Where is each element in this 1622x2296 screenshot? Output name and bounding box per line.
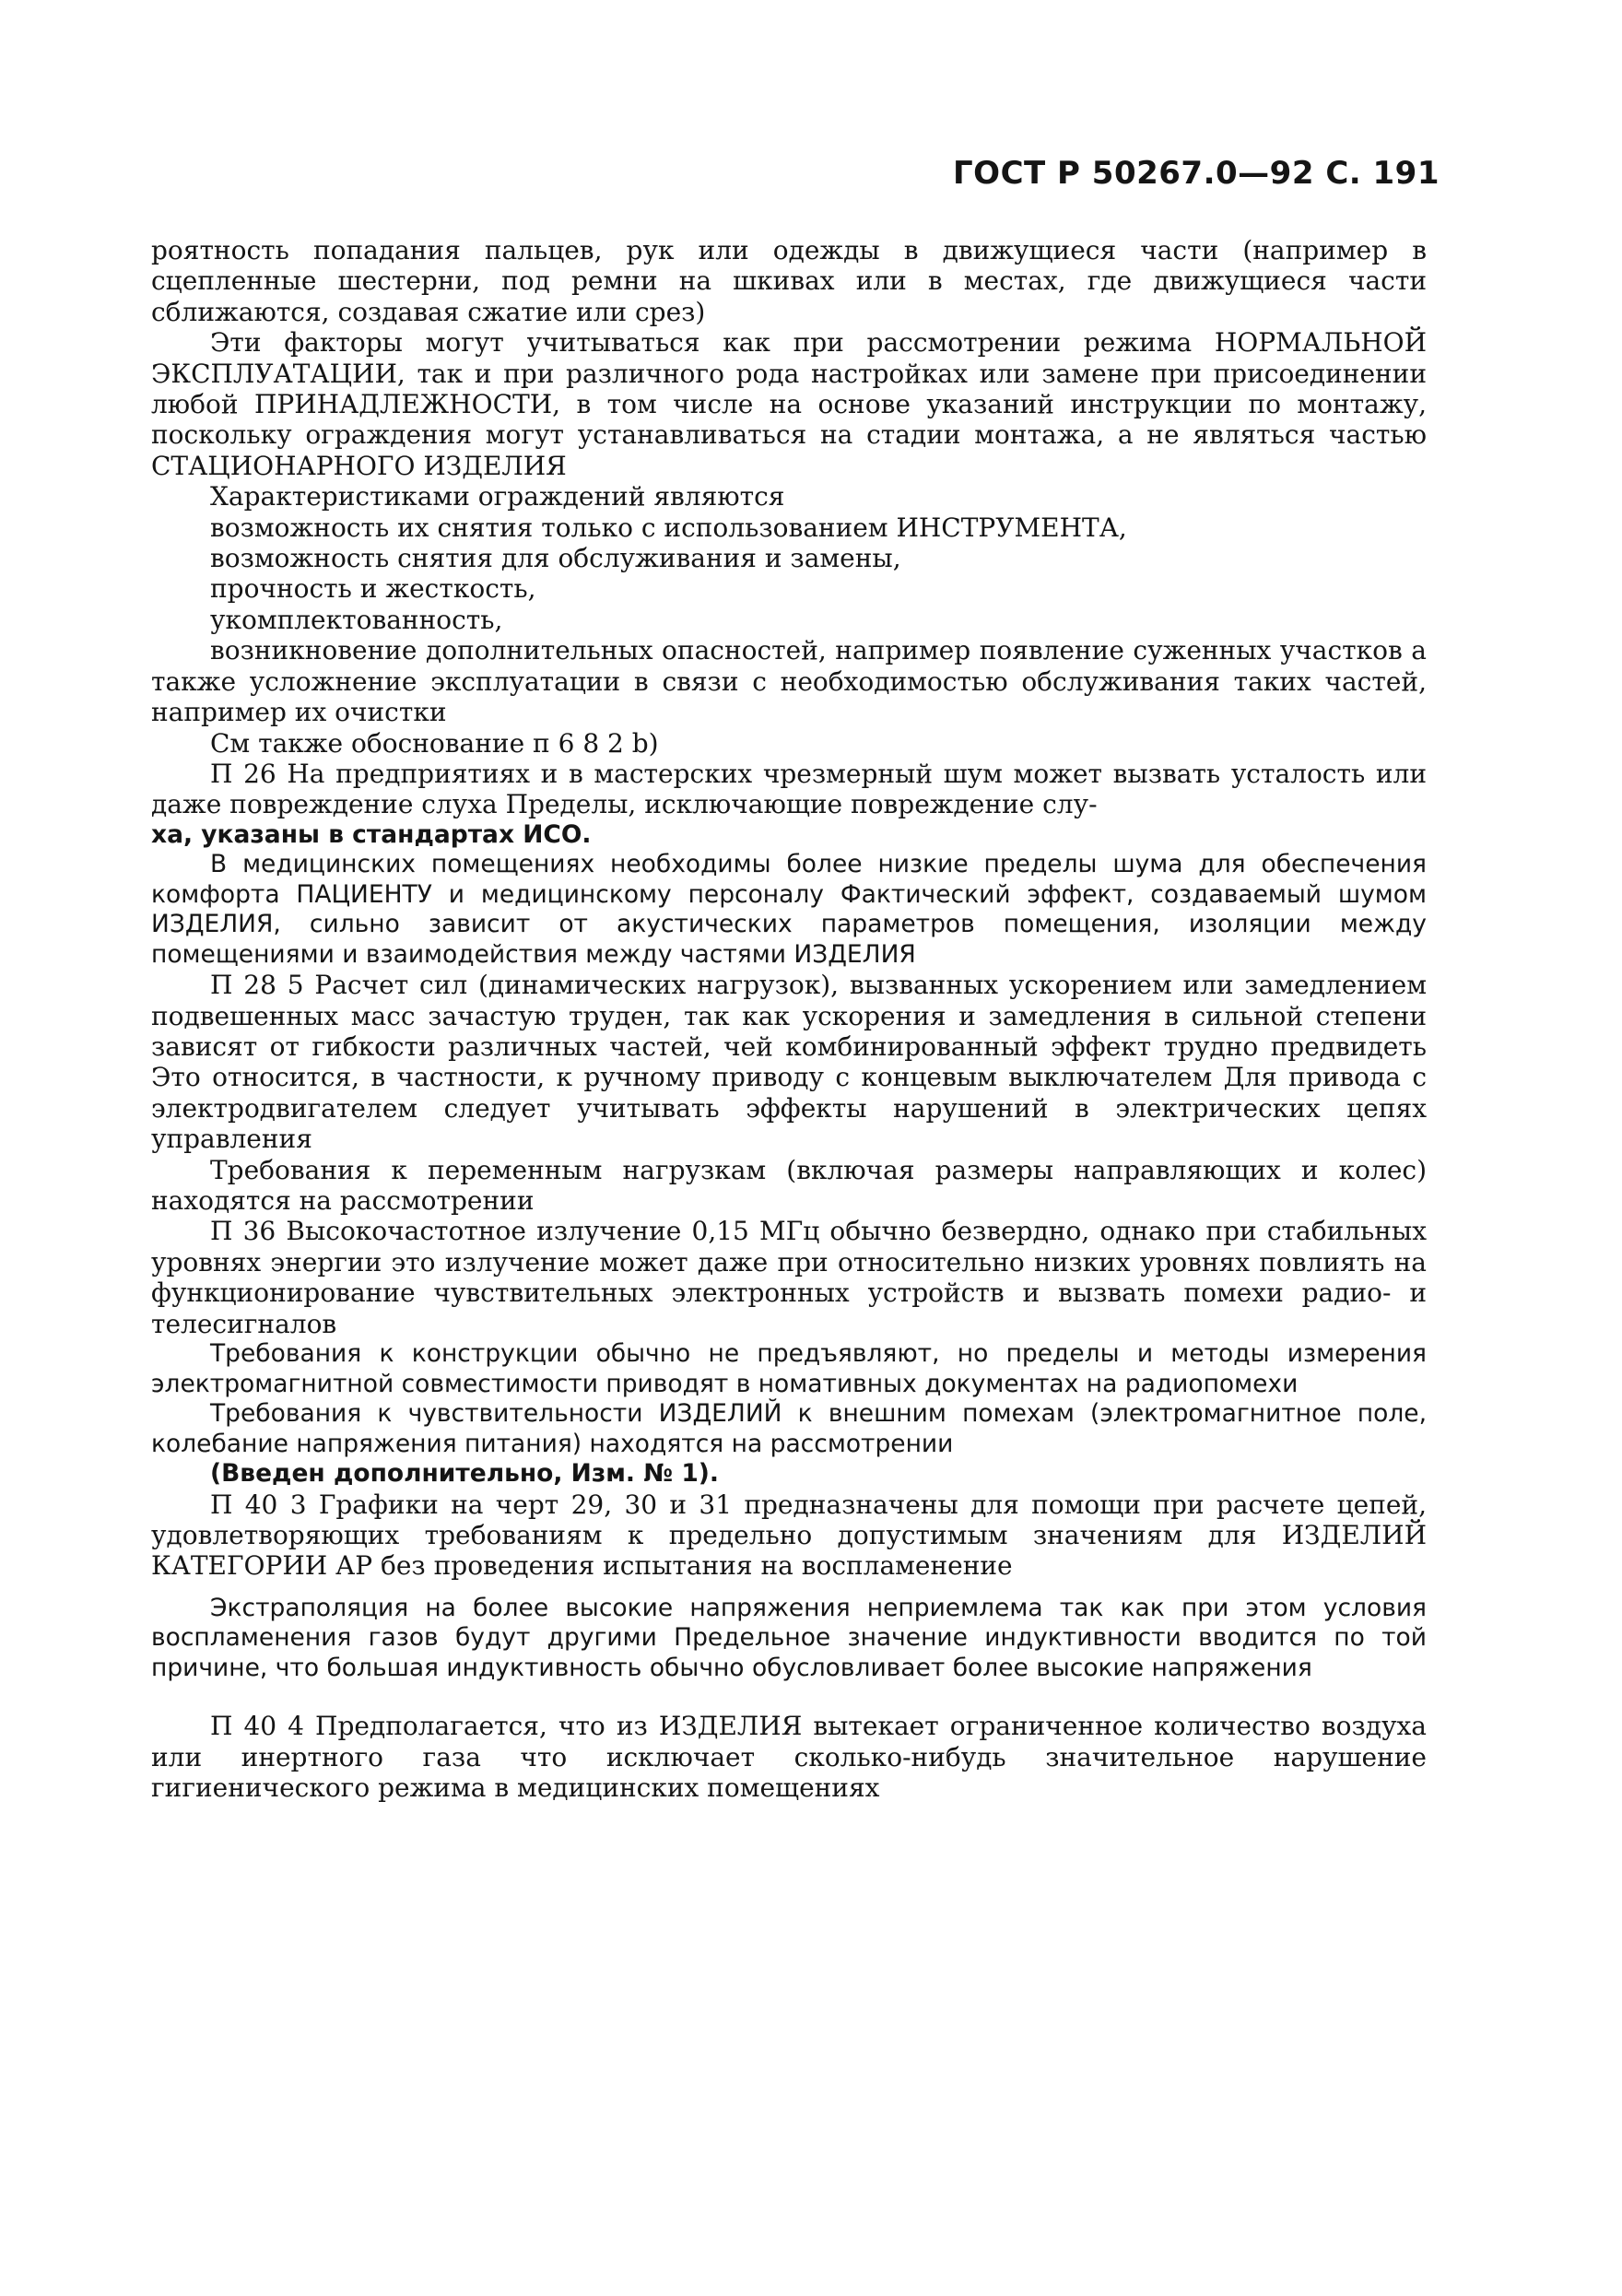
list-item: укомплектованность, — [210, 604, 503, 635]
paragraph: Характеристиками ограждений являются — [210, 481, 785, 512]
list-item: возможность их снятия только с использованием ИНСТРУМЕНТА, — [210, 512, 1127, 543]
paragraph: В медицинских помещениях необходимы более низкие пределы шума для обеспечения комфорта ПАЦИЕНТУ и медицинскому персоналу Фактический эффект, создаваемый шумом ИЗДЕЛИЯ, сильно зависит от акустических параметров помещения, изоляции между помещениями и взаимодействия между частями ИЗДЕЛИЯ — [151, 850, 1427, 969]
list-item: возможность снятия для обслуживания и замены, — [210, 543, 901, 574]
list-item: возникновение дополнительных опасностей, например появление суженных участков а также усложнение эксплуатации в связи с необходимостью обслуживания таких частей, например их очистки — [151, 635, 1427, 728]
paragraph: Требования к конструкции обычно не предъявляют, но пределы и методы измерения электромагнитной совместимости приводят в номативных документах на радиопомехи — [151, 1339, 1427, 1398]
amendment-note: (Введен дополнительно, Изм. № 1). — [210, 1459, 719, 1489]
paragraph: П 36 Высокочастотное излучение 0,15 МГц обычно безвердно, однако при стабильных уровнях энергии это излучение может даже при относительно низких уровнях повлиять на функционирование чувствительных электронных устройств и вызвать помехи радио- и телесигналов — [151, 1216, 1427, 1339]
document-body — [151, 235, 1427, 1804]
paragraph-bold: ха, указаны в стандартах ИСО. — [151, 819, 592, 849]
paragraph: П 40 3 Графики на черт 29, 30 и 31 предназначены для помощи при расчете цепей, удовлетворяющих требованиям к предельно допустимым значениям для ИЗДЕЛИЙ КАТЕГОРИИ АР без проведения испытания на воспламенение — [151, 1489, 1427, 1582]
paragraph: роятность попадания пальцев, рук или одежды в движущиеся части (например в сцепленные шестерни, под ремни на шкивах или в местах, где движущиеся части сближаются, создавая сжатие или срез) — [151, 235, 1427, 327]
paragraph: Экстраполяция на более высокие напряжения неприемлема так как при этом условия воспламенения газов будут другими Предельное значение индуктивности вводится по той причине, что большая индуктивность обычно обусловливает более высокие напряжения — [151, 1593, 1427, 1682]
paragraph: П 28 5 Расчет сил (динамических нагрузок), вызванных ускорением или замедлением подвешенных масс зачастую труден, так как ускорения и замедления в сильной степени зависят от гибкости различных частей, чей комбинированный эффект трудно предвидеть Это относится, в частности, к ручному приводу с концевым выключателем Для привода с электродвигателем следует учитывать эффекты нарушений в электрических цепях управления — [151, 970, 1427, 1155]
page-header: ГОСТ Р 50267.0—92 С. 191 — [953, 155, 1440, 192]
list-item: прочность и жесткость, — [210, 573, 536, 605]
paragraph: Эти факторы могут учитываться как при рассмотрении режима НОРМАЛЬНОЙ ЭКСПЛУАТАЦИИ, так и при различного рода настройках или замене при присоединении любой ПРИНАДЛЕЖНОСТИ, в том числе на основе указаний инструкции по монтажу, поскольку ограждения могут устанавливаться на стадии монтажа, а не являться частью СТАЦИОНАРНОГО ИЗДЕЛИЯ — [151, 327, 1427, 481]
paragraph: Требования к переменным нагрузкам (включая размеры направляющих и колес) находятся на рассмотрении — [151, 1154, 1427, 1217]
paragraph: Требования к чувствительности ИЗДЕЛИЙ к внешним помехам (электромагнитное поле, колебание напряжения питания) находятся на рассмотрении — [151, 1399, 1427, 1458]
paragraph: П 26 На предприятиях и в мастерских чрезмерный шум может вызвать усталость или даже повреждение слуха Пределы, исключающие повреждение слу- — [151, 758, 1427, 820]
paragraph: П 40 4 Предполагается, что из ИЗДЕЛИЯ вытекает ограниченное количество воздуха или инертного газа что исключает сколько-нибудь значительное нарушение гигиенического режима в медицинских помещениях — [151, 1711, 1427, 1804]
paragraph: См также обоснование п 6 8 2 b) — [210, 727, 659, 759]
